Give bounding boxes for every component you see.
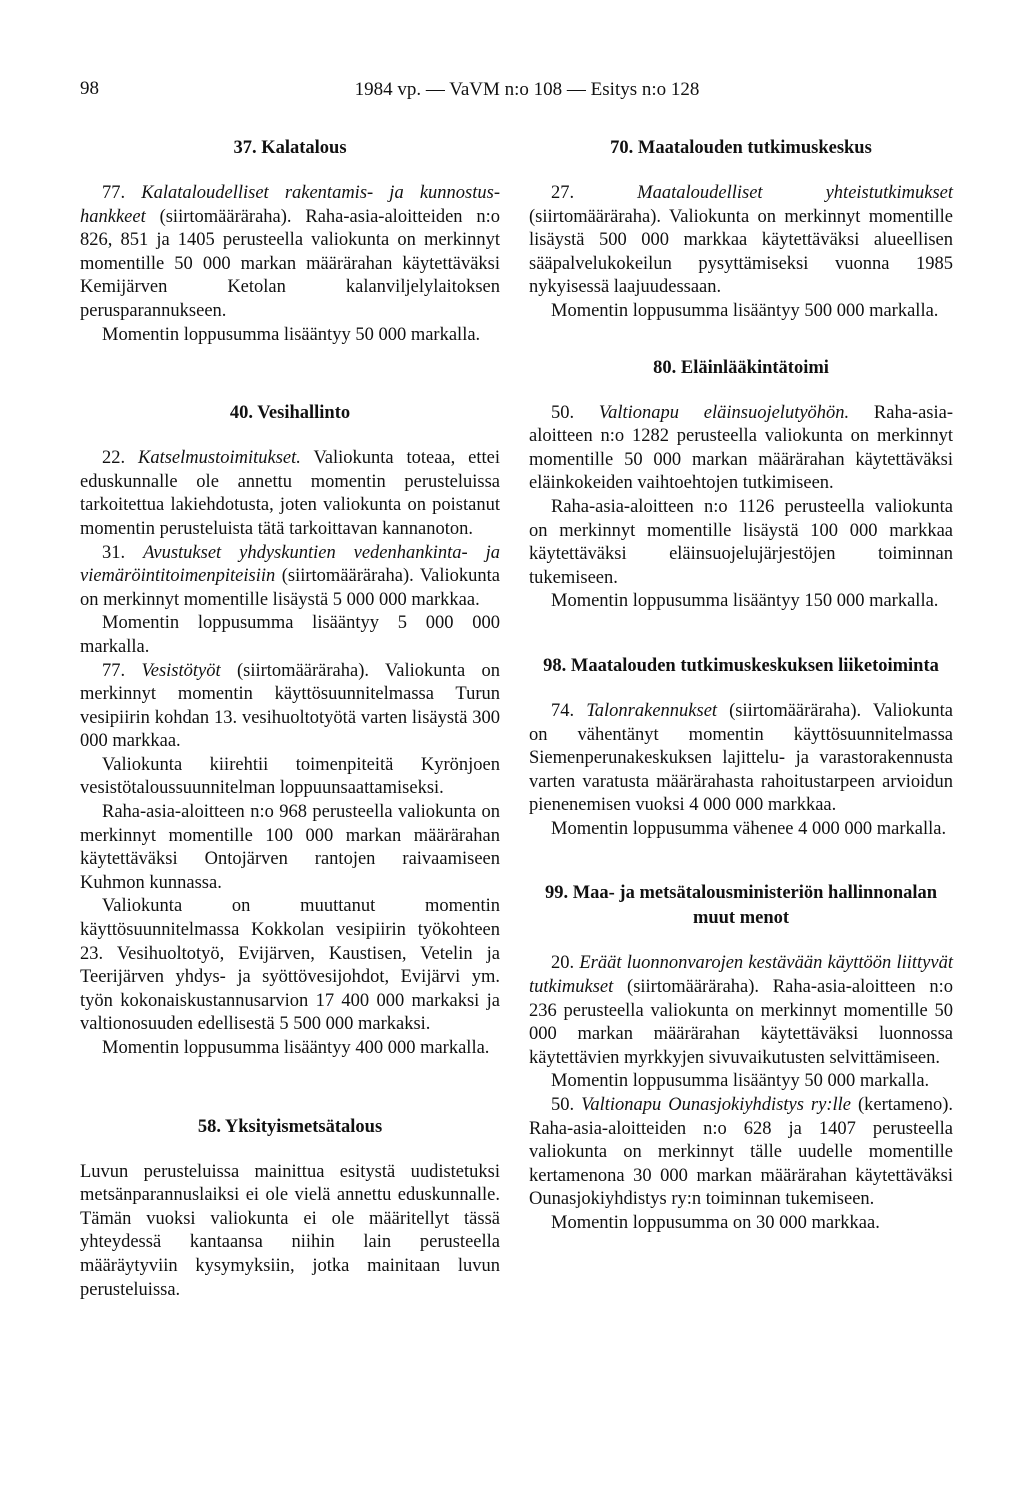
item-text: (kertameno). Raha-asia-aloitteiden n:o 628 ja 1407 perusteella valiokunta on merkinnyt tälle uudelle momentille kertamenona 30 000 markan määrärahan käytettäväksi Ounasjokiyhdistys ry:n toiminnan tukemiseen. — [529, 1095, 954, 1210]
paragraph — [529, 402, 953, 496]
section-heading-elainlaakintatoimi: 80. Eläinlääkintätoimi — [653, 357, 829, 378]
item-title: Valtionapu eläinsuojelutyöhön. — [598, 402, 850, 423]
paragraph: Momentin loppusumma on 30 000 markkaa. — [551, 1213, 880, 1233]
item-text: (siirtomääräraha). Valiokunta on merkinnyt momentin käyttösuunnitelmassa Turun vesipiirin kohdan 13. vesihuoltotyötä varten lisäystä 300 000 markkaa. — [80, 660, 501, 752]
paragraph — [529, 952, 953, 1070]
item-title: Katselmustoimitukset. — [138, 448, 301, 469]
paragraph: Luvun perusteluissa mainittua esitystä uudistetuksi metsänparannuslaiksi ei ole vielä annettu eduskunnalle. Tämän vuoksi valiokunta ei ole määritellyt tässä yhteydessä kantaansa niihin lain perusteella määräytyviin kysymyksiin, jotka mainitaan luvun perusteluissa. — [80, 1161, 500, 1300]
item-number: 27. — [551, 183, 575, 203]
section-heading-maatalouden-tutkimuskeskus: 70. Maatalouden tutkimuskeskus — [610, 138, 872, 158]
item-title: Eräät luonnonvarojen kestävään käyttöön liittyvät tutkimukset — [529, 953, 953, 998]
item-number: 50. — [551, 1095, 575, 1116]
paragraph: Raha-asia-aloitteen n:o 1126 perusteella valiokunta on merkinnyt momentille lisäystä 100 000 markkaa käytettäväksi eläinsuojelujärjestöjen toiminnan tukemiseen. — [529, 496, 953, 588]
paragraph: Momentin loppusumma lisääntyy 50 000 markalla. — [102, 324, 481, 345]
paragraph — [529, 182, 953, 300]
paragraph — [529, 700, 953, 818]
item-number: 77. — [102, 660, 126, 681]
item-title: Talonrakennukset — [586, 700, 718, 721]
paragraph — [529, 1094, 953, 1212]
section-heading-liiketoiminta: 98. Maatalouden tutkimuskeskuksen liiketoiminta — [543, 655, 939, 676]
section-heading-muut-menot: 99. Maa- ja metsätalousministeriön hallinnonalan muut menot — [544, 883, 938, 929]
paragraph — [80, 182, 500, 324]
paragraph — [80, 660, 500, 754]
paragraph: Momentin loppusumma lisääntyy 50 000 markalla. — [551, 1071, 930, 1092]
paragraph: Momentin loppusumma lisääntyy 5 000 000 markalla. — [80, 613, 500, 657]
item-title: Valtionapu Ounasjokiyhdistys ry:lle — [581, 1095, 851, 1116]
paragraph: Momentin loppusumma vähenee 4 000 000 markalla. — [551, 818, 947, 839]
item-number: 22. — [102, 448, 126, 469]
item-text: (siirtomääräraha). Valiokunta on merkinnyt momentille lisäystä 5 000 000 markkaa. — [80, 566, 501, 610]
item-text: (siirtomääräraha). Valiokunta on vähentänyt momentin käyttösuunnitelmassa Siemenperunakeskuksen lajittelu- ja varastorakennusta varten varatusta määrärahasta rahoitustarpeen arvioidun pienenemisen vuoksi 4 000 000 markkaa. — [529, 700, 953, 816]
paragraph: Momentin loppusumma lisääntyy 400 000 markalla. — [102, 1038, 490, 1058]
item-text: (siirtomääräraha). Valiokunta on merkinnyt momentille lisäystä 500 000 markkaa käytettäväksi alueellisen sääpalvelukokeilun pysyttämiseksi vuonna 1985 nykyisessä laajuudessaan. — [529, 206, 953, 298]
item-title: Kalataloudelliset rakentamis- ja kunnostus-hankkeet — [80, 183, 500, 227]
right-column — [529, 136, 953, 1236]
section-heading-yksityismetsatalous: 58. Yksityismetsätalous — [197, 1116, 383, 1137]
item-title: Vesistötyöt — [141, 660, 221, 681]
item-text: (siirtomääräraha). Raha-asia-aloitteen n:o 236 perusteella valiokunta on merkinnyt momentille 50 000 markan määrärahan käytettäväksi luonnossa käytettävien myrkkyjen sivuvaikutusten selvittämiseen. — [529, 977, 954, 1068]
item-text: Valiokunta toteaa, ettei eduskunnalle ole annettu momentin perusteluissa tarkoitettua lakiehdotusta, joten valiokunta on poistanut momentin perusteluista tätä tarkoittavan kannanoton. — [80, 448, 500, 539]
left-column — [80, 136, 500, 1302]
paragraph — [80, 447, 500, 541]
item-text: (siirtomääräraha). Raha-asia-aloitteiden n:o 826, 851 ja 1405 perusteella valiokunta on merkinnyt momentille 50 000 markan määrärahan käytettäväksi Kemijärven Ketolan kalanviljelylaitoksen perusparannukseen. — [80, 206, 500, 321]
paragraph: Raha-asia-aloitteen n:o 968 perusteella valiokunta on merkinnyt momentille 100 000 markan määrärahan käytettäväksi Ontojärven rantojen raivaamiseen Kuhmon kunnassa. — [80, 802, 500, 893]
section-heading-kalatalous: 37. Kalatalous — [233, 138, 347, 158]
item-number: 77. — [102, 183, 126, 203]
paragraph: Valiokunta on muuttanut momentin käyttösuunnitelmassa Kokkolan vesipiirin työkohteen 23. Vesihuoltotyö, Evijärven, Kaustisen, Vetelin ja Teerijärven yhdys- ja syöttövesijohdot, Evijärvi ym. työn kokonaiskustannusarvion 17 400 000 markaksi ja valtionosuuden edellisestä 5 500 000 markaksi. — [80, 896, 500, 1035]
item-number: 74. — [551, 700, 575, 721]
item-text: Raha-asia-aloitteen n:o 1282 perusteella valiokunta on merkinnyt momentille 50 000 markan määrärahan käytettäväksi eläinkokeiden vaihtoehtojen tutkimiseen. — [529, 402, 954, 494]
page-number: 98 — [80, 78, 99, 99]
running-head: 1984 vp. — VaVM n:o 108 — Esitys n:o 128 — [354, 79, 700, 100]
item-number: 20. — [551, 953, 575, 974]
paragraph: Momentin loppusumma lisääntyy 150 000 markalla. — [551, 591, 939, 612]
item-number: 31. — [102, 542, 126, 563]
section-heading-vesihallinto: 40. Vesihallinto — [229, 403, 351, 424]
item-title: Avustukset yhdyskuntien vedenhankinta- ja viemäröintitoimenpiteisiin — [80, 542, 501, 587]
paragraph: Momentin loppusumma lisääntyy 500 000 markalla. — [551, 300, 939, 321]
item-number: 50. — [551, 402, 575, 423]
item-title: Maataloudelliset yhteistutkimukset — [637, 183, 953, 203]
paragraph: Valiokunta kiirehtii toimenpiteitä Kyrönjoen vesistötaloussuunnitelman loppuunsaattamiseksi. — [80, 754, 500, 799]
paragraph — [80, 542, 500, 613]
